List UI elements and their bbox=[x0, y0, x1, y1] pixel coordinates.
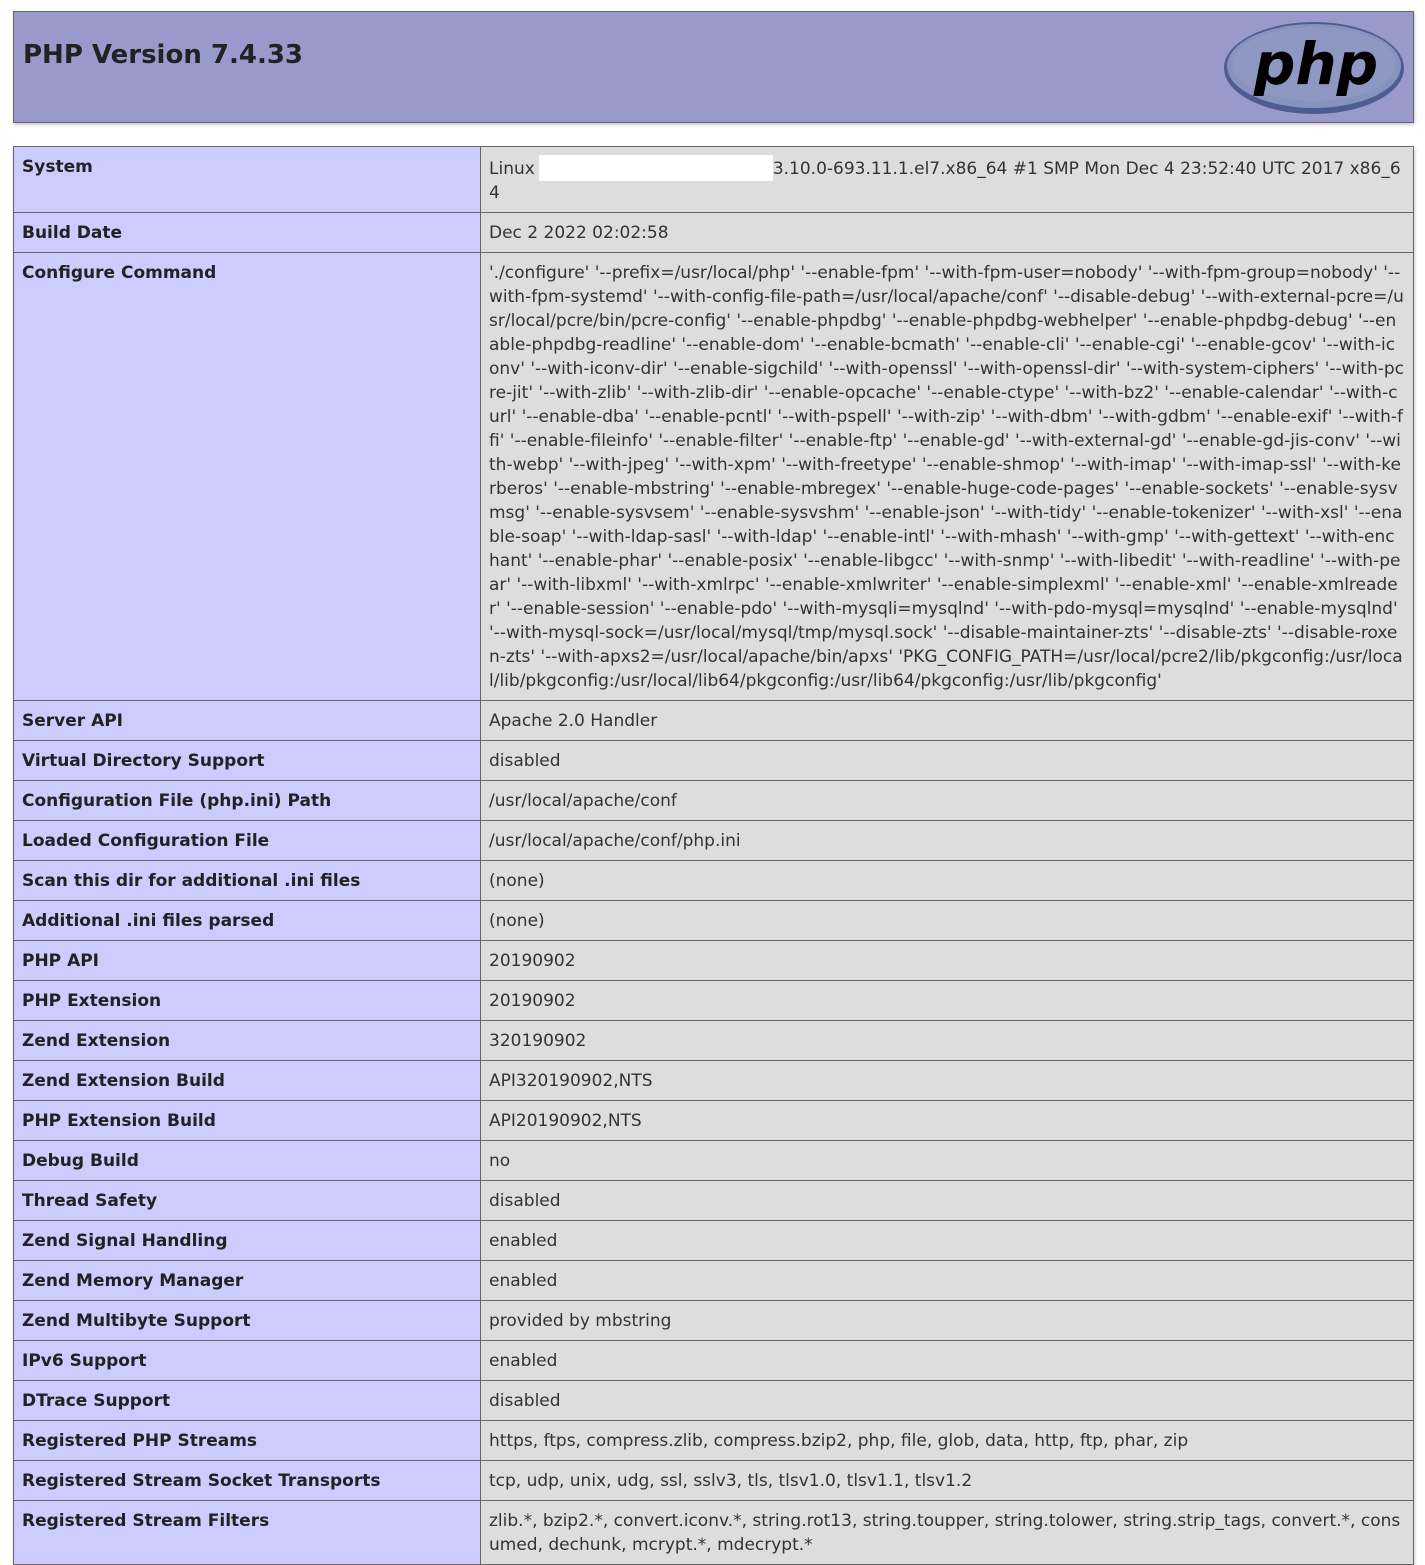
table-row bbox=[14, 1101, 1414, 1141]
row-label: Server API bbox=[14, 701, 481, 741]
row-value: disabled bbox=[481, 741, 1414, 781]
row-label: Configuration File (php.ini) Path bbox=[14, 781, 481, 821]
row-label: Debug Build bbox=[14, 1141, 481, 1181]
row-label: Scan this dir for additional .ini files bbox=[14, 861, 481, 901]
redacted-hostname bbox=[539, 155, 773, 181]
row-value: https, ftps, compress.zlib, compress.bzip2, php, file, glob, data, http, ftp, phar, zip bbox=[481, 1421, 1414, 1461]
row-label: PHP Extension Build bbox=[14, 1101, 481, 1141]
system-os-name: Linux bbox=[489, 159, 535, 179]
row-label: Zend Signal Handling bbox=[14, 1221, 481, 1261]
table-row bbox=[14, 1301, 1414, 1341]
row-label: Additional .ini files parsed bbox=[14, 901, 481, 941]
row-label: System bbox=[14, 147, 481, 213]
row-value: /usr/local/apache/conf/php.ini bbox=[481, 821, 1414, 861]
row-label: Zend Memory Manager bbox=[14, 1261, 481, 1301]
table-row bbox=[14, 1461, 1414, 1501]
table-row bbox=[14, 941, 1414, 981]
row-value: enabled bbox=[481, 1341, 1414, 1381]
table-row bbox=[14, 253, 1414, 701]
table-row bbox=[14, 1141, 1414, 1181]
table-row bbox=[14, 981, 1414, 1021]
row-value: enabled bbox=[481, 1221, 1414, 1261]
row-value: provided by mbstring bbox=[481, 1301, 1414, 1341]
table-row bbox=[14, 213, 1414, 253]
php-logo-text: php bbox=[1253, 30, 1379, 98]
table-row bbox=[14, 821, 1414, 861]
row-label: Build Date bbox=[14, 213, 481, 253]
row-value: 20190902 bbox=[481, 981, 1414, 1021]
row-label: PHP API bbox=[14, 941, 481, 981]
table-row bbox=[14, 861, 1414, 901]
table-row bbox=[14, 1341, 1414, 1381]
row-value: (none) bbox=[481, 861, 1414, 901]
table-row bbox=[14, 1421, 1414, 1461]
row-value: (none) bbox=[481, 901, 1414, 941]
table-row bbox=[14, 781, 1414, 821]
row-value: 320190902 bbox=[481, 1021, 1414, 1061]
row-label: Registered Stream Socket Transports bbox=[14, 1461, 481, 1501]
row-value: API20190902,NTS bbox=[481, 1101, 1414, 1141]
row-label: DTrace Support bbox=[14, 1381, 481, 1421]
table-row bbox=[14, 1061, 1414, 1101]
row-value: disabled bbox=[481, 1381, 1414, 1421]
php-logo-icon bbox=[1223, 20, 1405, 116]
row-value: /usr/local/apache/conf bbox=[481, 781, 1414, 821]
table-row bbox=[14, 1181, 1414, 1221]
table-row bbox=[14, 1021, 1414, 1061]
page-title: PHP Version 7.4.33 bbox=[23, 40, 304, 70]
row-value: API320190902,NTS bbox=[481, 1061, 1414, 1101]
row-value: Dec 2 2022 02:02:58 bbox=[481, 213, 1414, 253]
row-label: Zend Extension bbox=[14, 1021, 481, 1061]
row-value: 20190902 bbox=[481, 941, 1414, 981]
table-row bbox=[14, 1261, 1414, 1301]
row-label: Registered PHP Streams bbox=[14, 1421, 481, 1461]
table-row bbox=[14, 1381, 1414, 1421]
row-value: enabled bbox=[481, 1261, 1414, 1301]
version-header bbox=[13, 11, 1414, 123]
row-value bbox=[481, 147, 1414, 213]
system-kernel-info: 3.10.0-693.11.1.el7.x86_64 #1 SMP Mon Dec 4 23:52:40 UTC 2017 x86_64 bbox=[489, 159, 1401, 203]
table-row bbox=[14, 701, 1414, 741]
phpinfo-page bbox=[13, 11, 1414, 1555]
php-info-table bbox=[13, 146, 1414, 1565]
row-value: Apache 2.0 Handler bbox=[481, 701, 1414, 741]
row-label: Registered Stream Filters bbox=[14, 1501, 481, 1565]
row-label: Zend Extension Build bbox=[14, 1061, 481, 1101]
row-label: IPv6 Support bbox=[14, 1341, 481, 1381]
row-value: no bbox=[481, 1141, 1414, 1181]
table-row bbox=[14, 901, 1414, 941]
row-label: Virtual Directory Support bbox=[14, 741, 481, 781]
table-row bbox=[14, 1501, 1414, 1565]
table-row bbox=[14, 741, 1414, 781]
row-value: tcp, udp, unix, udg, ssl, sslv3, tls, tlsv1.0, tlsv1.1, tlsv1.2 bbox=[481, 1461, 1414, 1501]
row-value: zlib.*, bzip2.*, convert.iconv.*, string.rot13, string.toupper, string.tolower, string.strip_tags, convert.*, consumed, dechunk, mcrypt.*, mdecrypt.* bbox=[481, 1501, 1414, 1565]
table-row bbox=[14, 1221, 1414, 1261]
row-value: './configure' '--prefix=/usr/local/php' '--enable-fpm' '--with-fpm-user=nobody' '--with-fpm-group=nobody' '--with-fpm-systemd' '--with-config-file-path=/usr/local/apache/conf' '--disable-debug' '--with-external-pcre=/usr/local/pcre/bin/pcre-config' '--enable-phpdbg' '--enable-phpdbg-webhelper' '--enable-phpdbg-debug' '--enable-phpdbg-readline' '--enable-dom' '--enable-bcmath' '--enable-cli' '--enable-cgi' '--enable-gcov' '--with-iconv' '--with-iconv-dir' '--enable-sigchild' '--with-openssl' '--with-openssl-dir' '--with-system-ciphers' '--with-pcre-jit' '--with-zlib' '--with-zlib-dir' '--enable-opcache' '--enable-ctype' '--with-bz2' '--enable-calendar' '--with-curl' '--enable-dba' '--enable-pcntl' '--with-pspell' '--with-zip' '--with-dbm' '--with-gdbm' '--enable-exif' '--with-ffi' '--enable-fileinfo' '--enable-filter' '--enable-ftp' '--enable-gd' '--with-external-gd' '--enable-gd-jis-conv' '--with-webp' '--with-jpeg' '--with-xpm' '--with-freetype' '--enable-shmop' '--with-imap' '--with-imap-ssl' '--with-kerberos' '--enable-mbstring' '--enable-mbregex' '--enable-huge-code-pages' '--enable-sockets' '--enable-sysvmsg' '--enable-sysvsem' '--enable-sysvshm' '--enable-json' '--with-tidy' '--enable-tokenizer' '--with-xsl' '--enable-soap' '--with-ldap-sasl' '--with-ldap' '--enable-intl' '--with-mhash' '--with-gmp' '--with-gettext' '--with-enchant' '--enable-phar' '--enable-posix' '--enable-libgcc' '--with-snmp' '--with-libedit' '--with-readline' '--with-pear' '--with-libxml' '--with-xmlrpc' '--enable-xmlwriter' '--enable-simplexml' '--enable-xml' '--enable-xmlreader' '--enable-session' '--enable-pdo' '--with-mysqli=mysqlnd' '--with-pdo-mysql=mysqlnd' '--enable-mysqlnd' '--with-mysql-sock=/usr/local/mysql/tmp/mysql.sock' '--disable-maintainer-zts' '--disable-zts' '--disable-roxen-zts' '--with-apxs2=/usr/local/apache/bin/apxs' 'PKG_CONFIG_PATH=/usr/local/pcre2/lib/pkgconfig:/usr/local/lib/pkgconfig:/usr/local/lib64/pkgconfig:/usr/lib64/pkgconfig:/usr/lib/pkgconfig' bbox=[481, 253, 1414, 701]
row-value: disabled bbox=[481, 1181, 1414, 1221]
row-label: Zend Multibyte Support bbox=[14, 1301, 481, 1341]
row-label: PHP Extension bbox=[14, 981, 481, 1021]
row-label: Loaded Configuration File bbox=[14, 821, 481, 861]
table-row bbox=[14, 147, 1414, 213]
row-label: Configure Command bbox=[14, 253, 481, 701]
row-label: Thread Safety bbox=[14, 1181, 481, 1221]
